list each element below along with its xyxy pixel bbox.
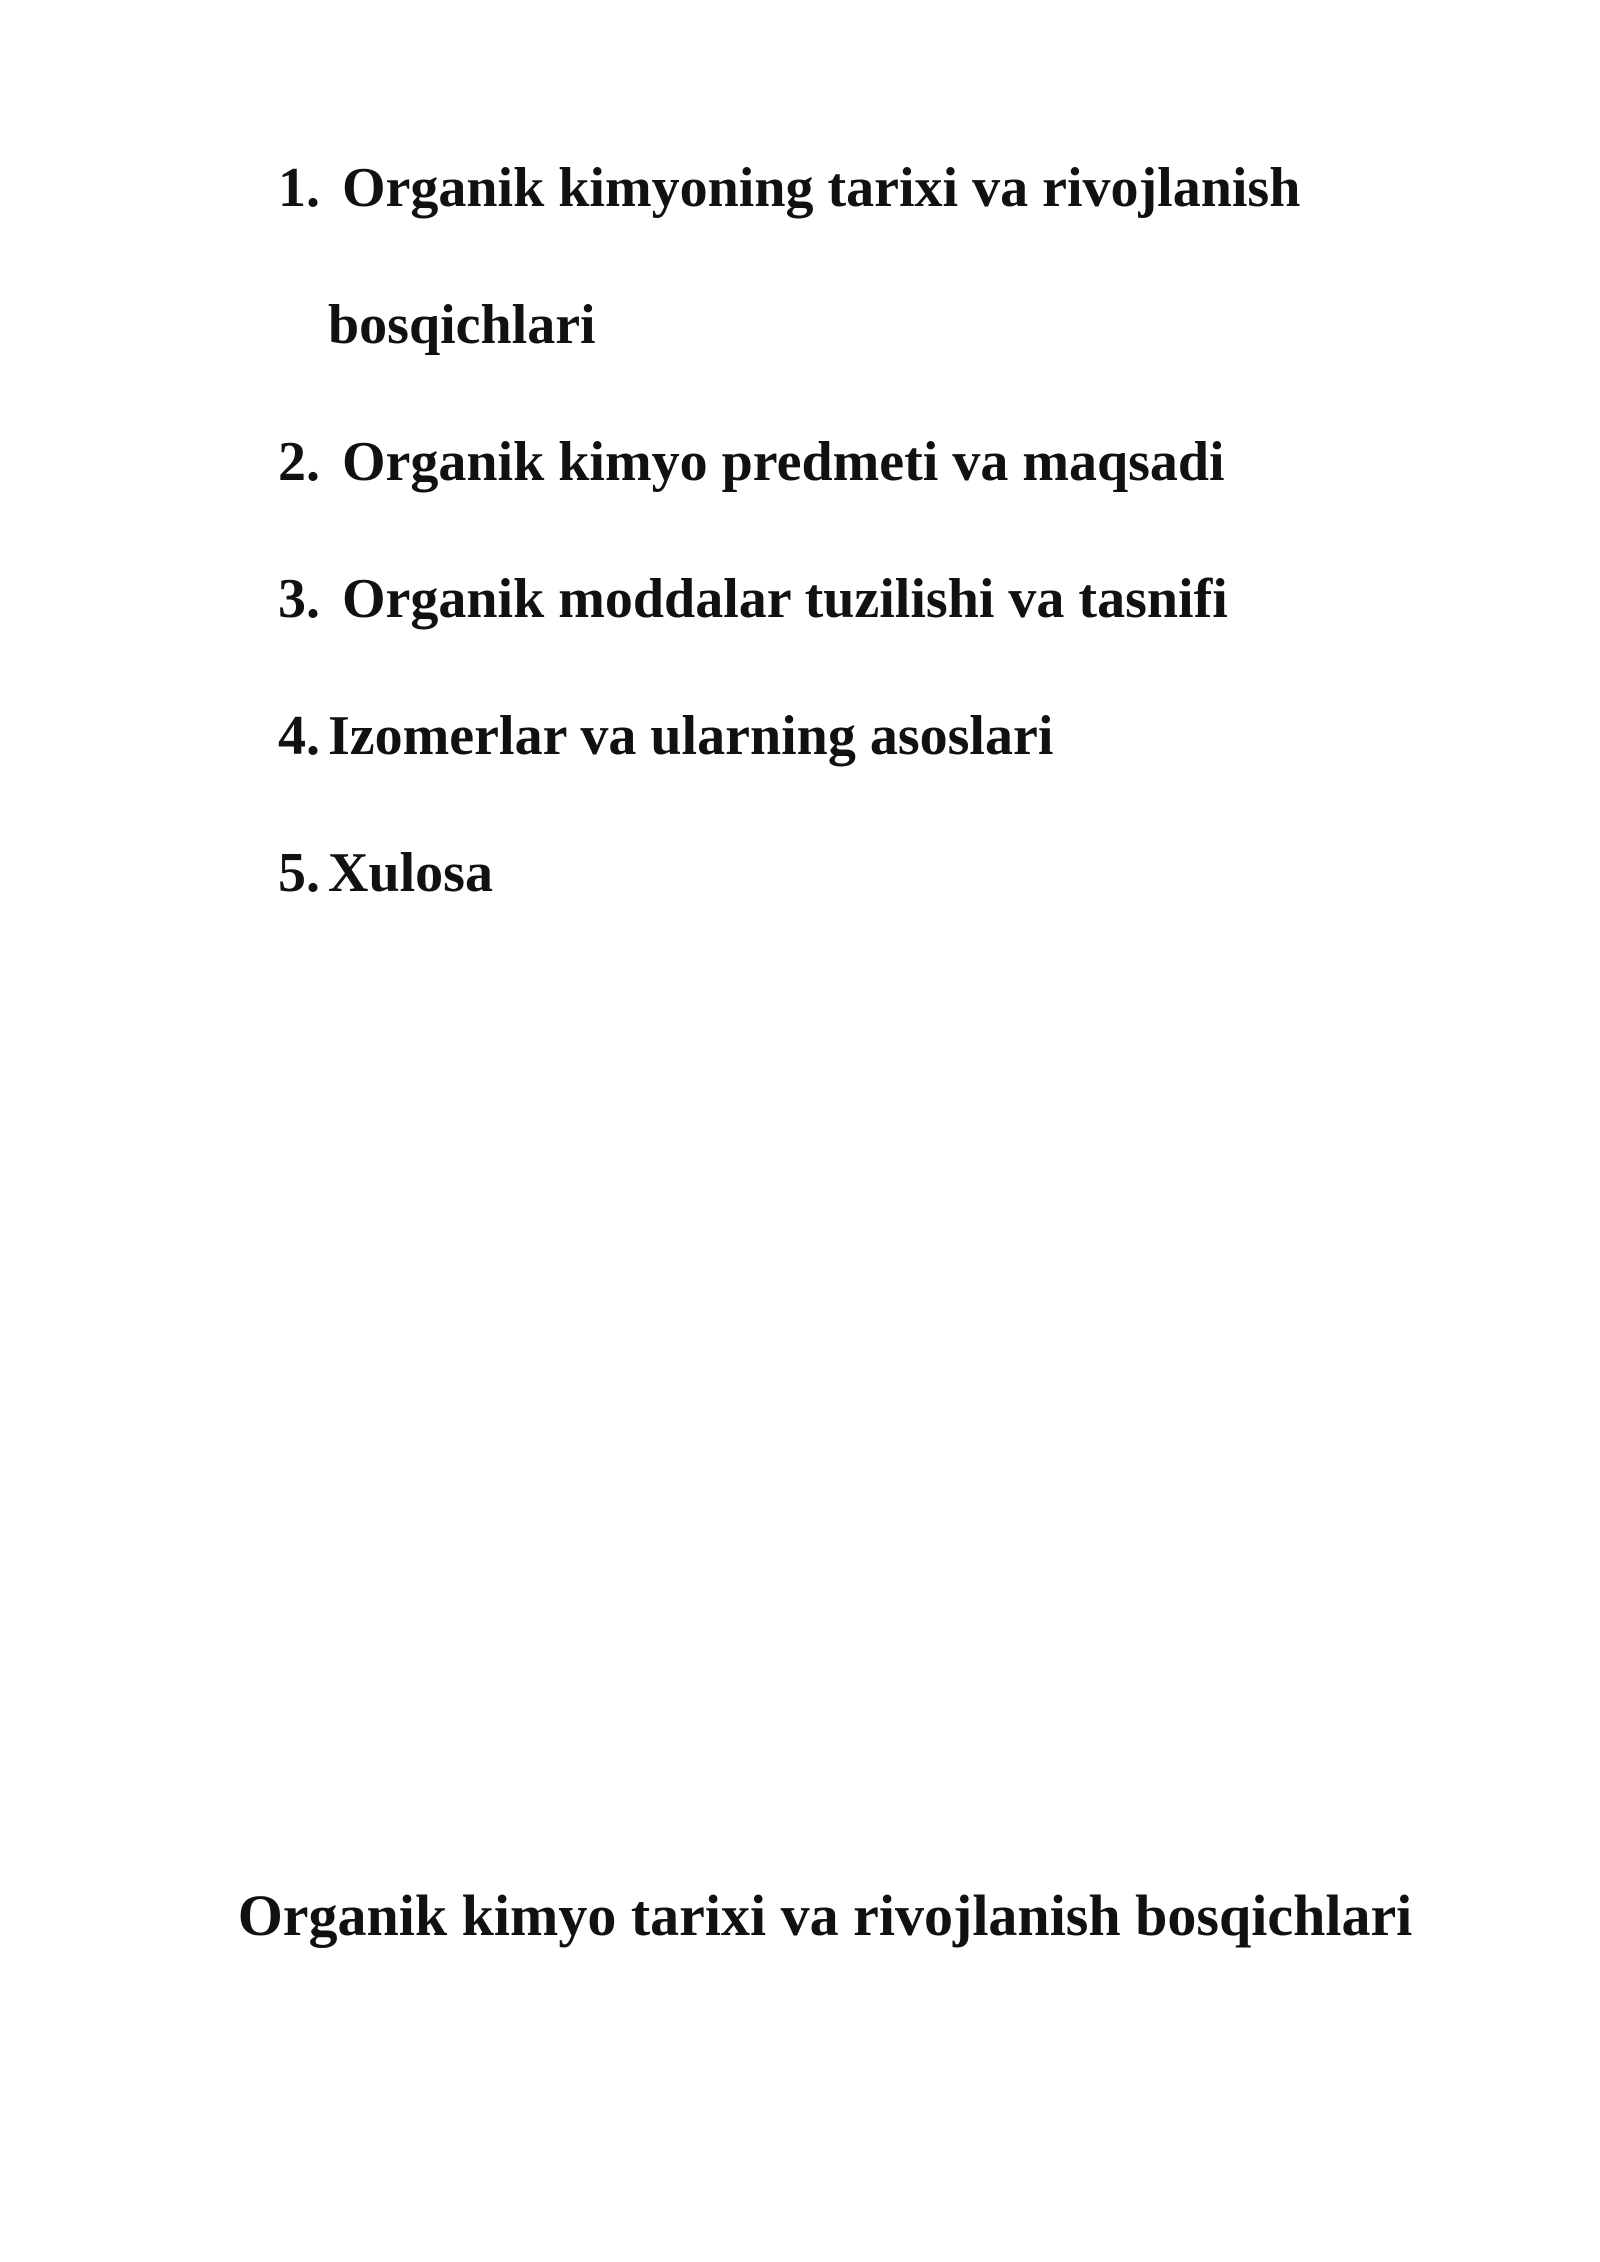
toc-item-number: 3. — [278, 568, 320, 630]
toc-item-1 — [278, 148, 1300, 228]
toc-item-4 — [278, 696, 1053, 776]
toc-item-number: 2. — [278, 431, 320, 493]
toc-item-text-continuation: bosqichlari — [328, 294, 596, 356]
toc-item-text: Izomerlar va ularning asoslari — [328, 705, 1054, 767]
toc-item-text: Organik kimyo predmeti va maqsadi — [342, 431, 1225, 493]
toc-item-number: 5. — [278, 842, 320, 904]
toc-item-text: Xulosa — [328, 842, 493, 904]
toc-item-number: 4. — [278, 705, 320, 767]
toc-item-1-continuation — [328, 285, 596, 365]
toc-item-5 — [278, 833, 493, 913]
toc-item-3 — [278, 559, 1228, 639]
toc-item-text: Organik kimyoning tarixi va rivojlanish — [342, 157, 1301, 219]
section-heading: Organik kimyo tarixi va rivojlanish bosqichlari — [237, 1883, 1413, 1948]
toc-item-2 — [278, 422, 1225, 502]
toc-item-text: Organik moddalar tuzilishi va tasnifi — [342, 568, 1228, 630]
toc-item-number: 1. — [278, 157, 320, 219]
